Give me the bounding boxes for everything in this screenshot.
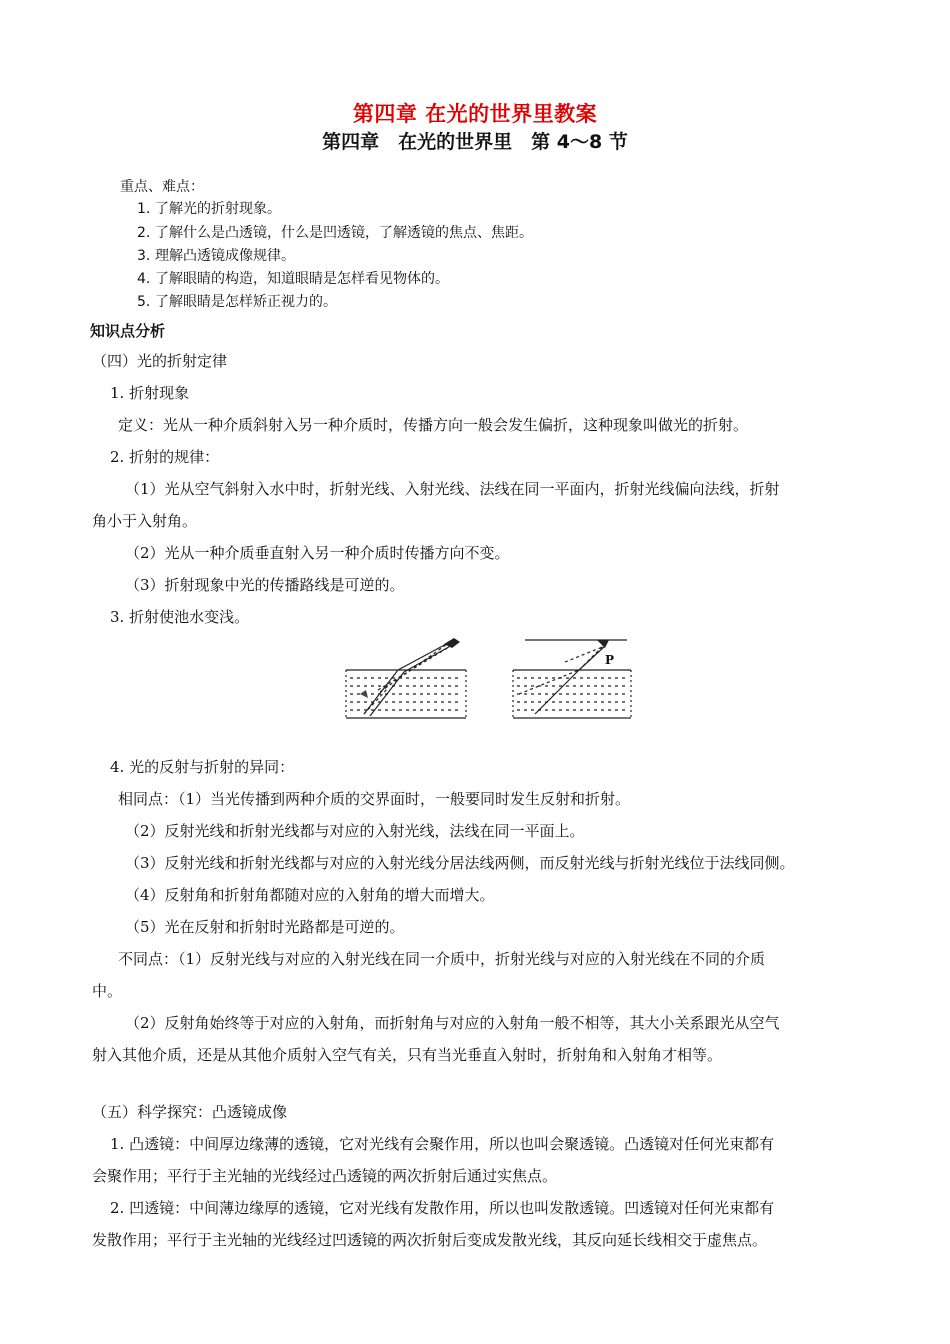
refraction-diagram-right	[505, 632, 635, 722]
diff-point-1-line1: 不同点：（1）反射光线与对应的入射光线在同一介质中，折射光线与对应的入射光线在不同的介质	[118, 950, 766, 968]
concave-lens-line1: 2. 凹透镜：中间薄边缘厚的透镜，它对光线有发散作用，所以也叫发散透镜。凹透镜对任何光束都有	[110, 1199, 775, 1217]
item3-title: 3. 折射使池水变浅。	[110, 608, 250, 626]
same-point-5: （5）光在反射和折射时光路都是可逆的。	[125, 918, 405, 936]
refraction-diagram-left	[340, 632, 470, 722]
concave-lens-line2: 发散作用；平行于主光轴的光线经过凹透镜的两次折射后变成发散光线，其反向延长线相交于虚焦点。	[92, 1231, 768, 1249]
key-point-text: 了解什么是凸透镜，什么是凹透镜，了解透镜的焦点、焦距。	[155, 225, 533, 241]
key-point-number: 3.	[137, 248, 151, 264]
convex-lens-line1: 1. 凸透镜：中间厚边缘薄的透镜，它对光线有会聚作用，所以也叫会聚透镜。凸透镜对任何光束都有	[110, 1135, 775, 1153]
rule1-line2: 角小于入射角。	[92, 512, 198, 530]
rule2: （2）光从一种介质垂直射入另一种介质时传播方向不变。	[125, 544, 510, 562]
same-point-2: （2）反射光线和折射光线都与对应的入射光线，法线在同一平面上。	[125, 822, 585, 840]
document-subtitle: 第四章 在光的世界里 第 4～8 节	[322, 131, 628, 153]
diagram-label-p: P	[605, 653, 615, 667]
key-point-item	[137, 198, 281, 218]
key-point-item	[137, 222, 533, 242]
key-point-number: 4.	[137, 271, 151, 287]
item1-definition: 定义：光从一种介质斜射入另一种介质时，传播方向一般会发生偏折，这种现象叫做光的折射。	[118, 416, 749, 434]
item1-title: 1. 折射现象	[110, 384, 190, 402]
rule1-line1: （1）光从空气斜射入水中时，折射光线、入射光线、法线在同一平面内，折射光线偏向法线，折射	[125, 480, 780, 498]
key-point-item	[137, 268, 449, 288]
diff-point-1-line2: 中。	[92, 982, 123, 1000]
part5-title: （五）科学探究：凸透镜成像	[92, 1103, 288, 1121]
analysis-heading: 知识点分析	[90, 322, 166, 340]
key-points-heading: 重点、难点：	[120, 179, 204, 195]
convex-lens-line2: 会聚作用；平行于主光轴的光线经过凸透镜的两次折射后通过实焦点。	[92, 1167, 558, 1185]
diff-point-2-line2: 射入其他介质，还是从其他介质射入空气有关，只有当光垂直入射时，折射角和入射角才相等。	[92, 1046, 723, 1064]
key-point-text: 了解眼睛是怎样矫正视力的。	[155, 294, 337, 310]
key-point-number: 5.	[137, 294, 151, 310]
rule3: （3）折射现象中光的传播路线是可逆的。	[125, 576, 405, 594]
key-point-number: 2.	[137, 225, 151, 241]
diff-point-2-line1: （2）反射角始终等于对应的入射角，而折射角与对应的入射角一般不相等，其大小关系跟光从空气	[125, 1014, 780, 1032]
same-point-3: （3）反射光线和折射光线都与对应的入射光线分居法线两侧，而反射光线与折射光线位于法线同侧。	[125, 854, 795, 872]
document-title: 第四章 在光的世界里教案	[352, 102, 598, 126]
item2-title: 2. 折射的规律：	[110, 448, 220, 466]
key-point-item	[137, 291, 337, 311]
same-point-4: （4）反射角和折射角都随对应的入射角的增大而增大。	[125, 886, 495, 904]
key-point-text: 了解光的折射现象。	[155, 201, 281, 217]
key-point-text: 了解眼睛的构造，知道眼睛是怎样看见物体的。	[155, 271, 449, 287]
same-point-1: 相同点：（1）当光传播到两种介质的交界面时，一般要同时发生反射和折射。	[118, 790, 631, 808]
key-point-text: 理解凸透镜成像规律。	[155, 248, 295, 264]
key-point-number: 1.	[137, 201, 151, 217]
part4-title: （四）光的折射定律	[92, 352, 228, 370]
item4-title: 4. 光的反射与折射的异同：	[110, 758, 295, 776]
key-point-item	[137, 245, 295, 265]
